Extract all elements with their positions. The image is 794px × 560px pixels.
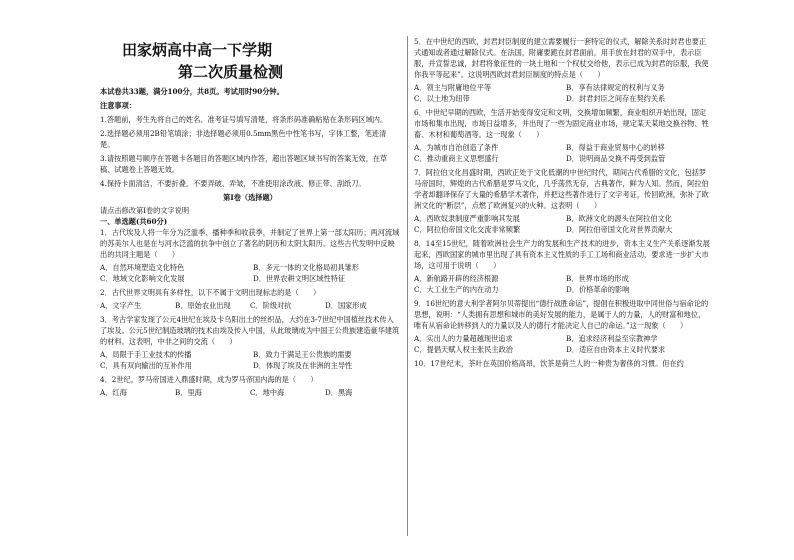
notes-heading: 注意事项： [100, 101, 136, 110]
question-stem: 1．古代埃及人将一年分为泛滥季、播种季和收获季，并制定了世界上第一部太阳历；两河流域的苏美尔人也是在与河水泛滥的抗争中创立了著名的阴历和太阴太阳历。这些古代发明中反映出的共同主题是（ ） [100, 228, 400, 259]
question-stem: 8．14至15世纪，随着欧洲社会生产力的发展和生产技术的进步，资本主义生产关系逐渐发展起来，西欧国家的城市里出现了具有资本主义性质的手工工场和商业活动，要求进一步扩大市场，这可用于说明（ ） [414, 239, 710, 270]
option-c: C．阶级对抗 [250, 301, 292, 310]
option-d: D．黑海 [325, 388, 353, 397]
question-3 [100, 314, 400, 371]
right-column [414, 36, 712, 369]
option-a: A．西欧奴隶制度严重影响其发展 [414, 214, 520, 223]
column-divider [407, 36, 408, 536]
section-heading: 第I卷（选择题） [223, 193, 277, 202]
instruction-text: 请点击修改第I卷的文字说明 [100, 206, 190, 215]
option-c: C．大工业生产的内在动力 [414, 285, 499, 294]
option-d: D．价格革命的影响 [566, 285, 630, 294]
question-2 [100, 287, 400, 311]
question-7 [414, 167, 712, 235]
option-d: D．世界农耕文明区域性特征 [253, 274, 346, 283]
option-d: D．封君封臣之间存在契约关系 [566, 94, 666, 103]
option-d: D．国家形成 [325, 301, 367, 310]
note-2: 2.选择题必须用2B铅笔填涂；非选择题必须用0.5mm黑色中性笔书写，字体工整，笔迹清楚。 [100, 129, 387, 149]
question-stem: 2．古代世界文明具有多样性，以下不属于文明出现标志的是（ ） [100, 288, 321, 297]
option-a: A．红海 [100, 388, 127, 397]
question-4 [100, 374, 400, 398]
exam-subtitle: 第二次质量检测 [178, 63, 284, 81]
option-b: B．致力于满足王公贵族的需要 [253, 350, 352, 359]
option-d: D．适应自由资本主义时代要求 [566, 345, 666, 354]
question-stem: 3．考古学家发现了公元4世纪在埃及卡乌阳出土的丝织品，大约在3-7世纪中国植丝技术传入了埃及。公元5世纪制造玻璃的技术由埃及传入中国，从此玻璃成为中国王公贵族建造豪华建筑的材料。这表明，中非之间的交流（ ） [100, 315, 400, 346]
option-a: A．为城市自治创造了条件 [414, 143, 499, 152]
option-d: D．说明商品交换不再受到监管 [566, 154, 666, 163]
option-b: B．多元一体的文化格局初具雏形 [253, 263, 359, 272]
option-c: C．具有双向输出的互补作用 [100, 361, 192, 370]
option-d: D．阿拉伯帝国文化对世界贡献大 [566, 225, 673, 234]
question-stem: 4．2世纪，罗马帝国进入鼎盛时期，成为罗马帝国内海的是（ ） [100, 375, 318, 384]
option-c: C．推动重商主义思想盛行 [414, 154, 499, 163]
option-c: C．提倡天赋人权主张民主政治 [414, 345, 513, 354]
note-1: 1.答题前，考生先将自己的姓名、准考证号填写清楚，将条形码准确粘贴在条形码区域内。 [100, 115, 388, 124]
option-a: A．文字产生 [100, 301, 142, 310]
question-stem: 7．阿拉伯文化昌盛时期，西欧正处于文化低潮的中世纪时代，期间古代希腊的文化，包括罗马帝国时，辉煌的古代希腊是罗马文化，几乎荡然无存，古典著作，鲜为人知。然而，阿拉伯学者却翻译保存了大量的希腊学术著作，并把这些著作进行了文字考证，传回欧洲，弥补了欧洲文化的“断层”，点燃了欧洲复兴的火种。这表明（ ） [414, 168, 709, 210]
option-b: B．享有法律规定的权利与义务 [566, 83, 665, 92]
question-stem: 5．在中世纪的西欧，封君封臣制度的建立需要履行一套特定的仪式，解除关系时封君也要正式通知或者通过解除仪式。在法国，附庸要跪在封君面前，用手放在封君的双手中，表示臣服，并宣誓忠诚，封君将象征性的一块土地和一个权杖交给他，表示已成为封君的臣服，我使你我平等起来”。这说明西欧封君封臣制度的特点是（ ） [414, 37, 709, 79]
option-b: B．欧洲文化的源头在阿拉伯文化 [566, 214, 672, 223]
option-b: B．里海 [175, 388, 202, 397]
question-9 [414, 298, 712, 355]
option-a: A．实出人的力量超越现世追求 [414, 334, 513, 343]
option-c: C．地中海 [250, 388, 285, 397]
question-1 [100, 227, 400, 284]
question-10 [414, 358, 712, 369]
option-a: A．局限于手工业技术的传播 [100, 350, 192, 359]
part-heading: 一、单选题(共60分) [100, 217, 168, 226]
question-6 [414, 107, 712, 164]
option-a: A．领主与附庸地位平等 [414, 83, 492, 92]
option-c: C．以土地为纽带 [414, 94, 470, 103]
option-b: B．原始农业出现 [175, 301, 231, 310]
question-8 [414, 238, 712, 295]
option-b: B．追求经济利益至宗教神学 [566, 334, 658, 343]
question-stem: 9．16世纪的意大利学者阿尔贝蒂提出“德行战胜命运”，提倡在积极进取中同世俗与宿命论的思想，说明：“人类拥有思想和城市的美好发展的能力，是属于人的力量，人的财富和地位，唯有从宿命论转移到人的力量以及人的德行才能决定人自己的命运。”这一现象（ ） [414, 299, 709, 330]
exam-info: 本试卷共33题，满分100分，共8页。考试用时90分钟。 [100, 87, 284, 96]
note-3: 3.请按照题号顺序在答题卡各题目的答题区域内作答，超出答题区域书写的答案无效，在草稿、试题卷上答题无效。 [100, 154, 388, 174]
note-4: 4.保持卡面清洁，不要折叠，不要弄破、弄皱，不准使用涂改液、修正带、刮纸刀。 [100, 179, 366, 188]
option-a: A．新航路开辟的经济根源 [414, 274, 499, 283]
option-b: B．世界市场的形成 [566, 274, 629, 283]
question-5 [414, 36, 712, 104]
question-stem: 10．17世纪末，茶叶在英国价格高昂，饮茶是荷兰人的一种贵为奢侈的习惯。但在约 [414, 359, 684, 368]
option-c: C．地域文化影响文化发展 [100, 274, 185, 283]
left-column [100, 36, 400, 401]
option-c: C．阿拉伯帝国文化交流非常频繁 [414, 225, 521, 234]
option-d: D．体现了埃及在非洲的主导性 [253, 361, 353, 370]
exam-title: 田家炳高中高一下学期 [122, 41, 273, 59]
option-a: A．自然环境塑造文化特色 [100, 263, 185, 272]
option-b: B．得益于商业贸易中心的转移 [566, 143, 665, 152]
question-stem: 6．中世纪早期的西欧，生活开始变得安定和文明，交换增加频繁，商业组织开始出现，固定市场和集市出现，市场日益增多，并出现了一些为固定商业市场，规定某天某地交换谷物、牲畜、木材和葡萄酒等。这一现象（ ） [414, 108, 709, 139]
